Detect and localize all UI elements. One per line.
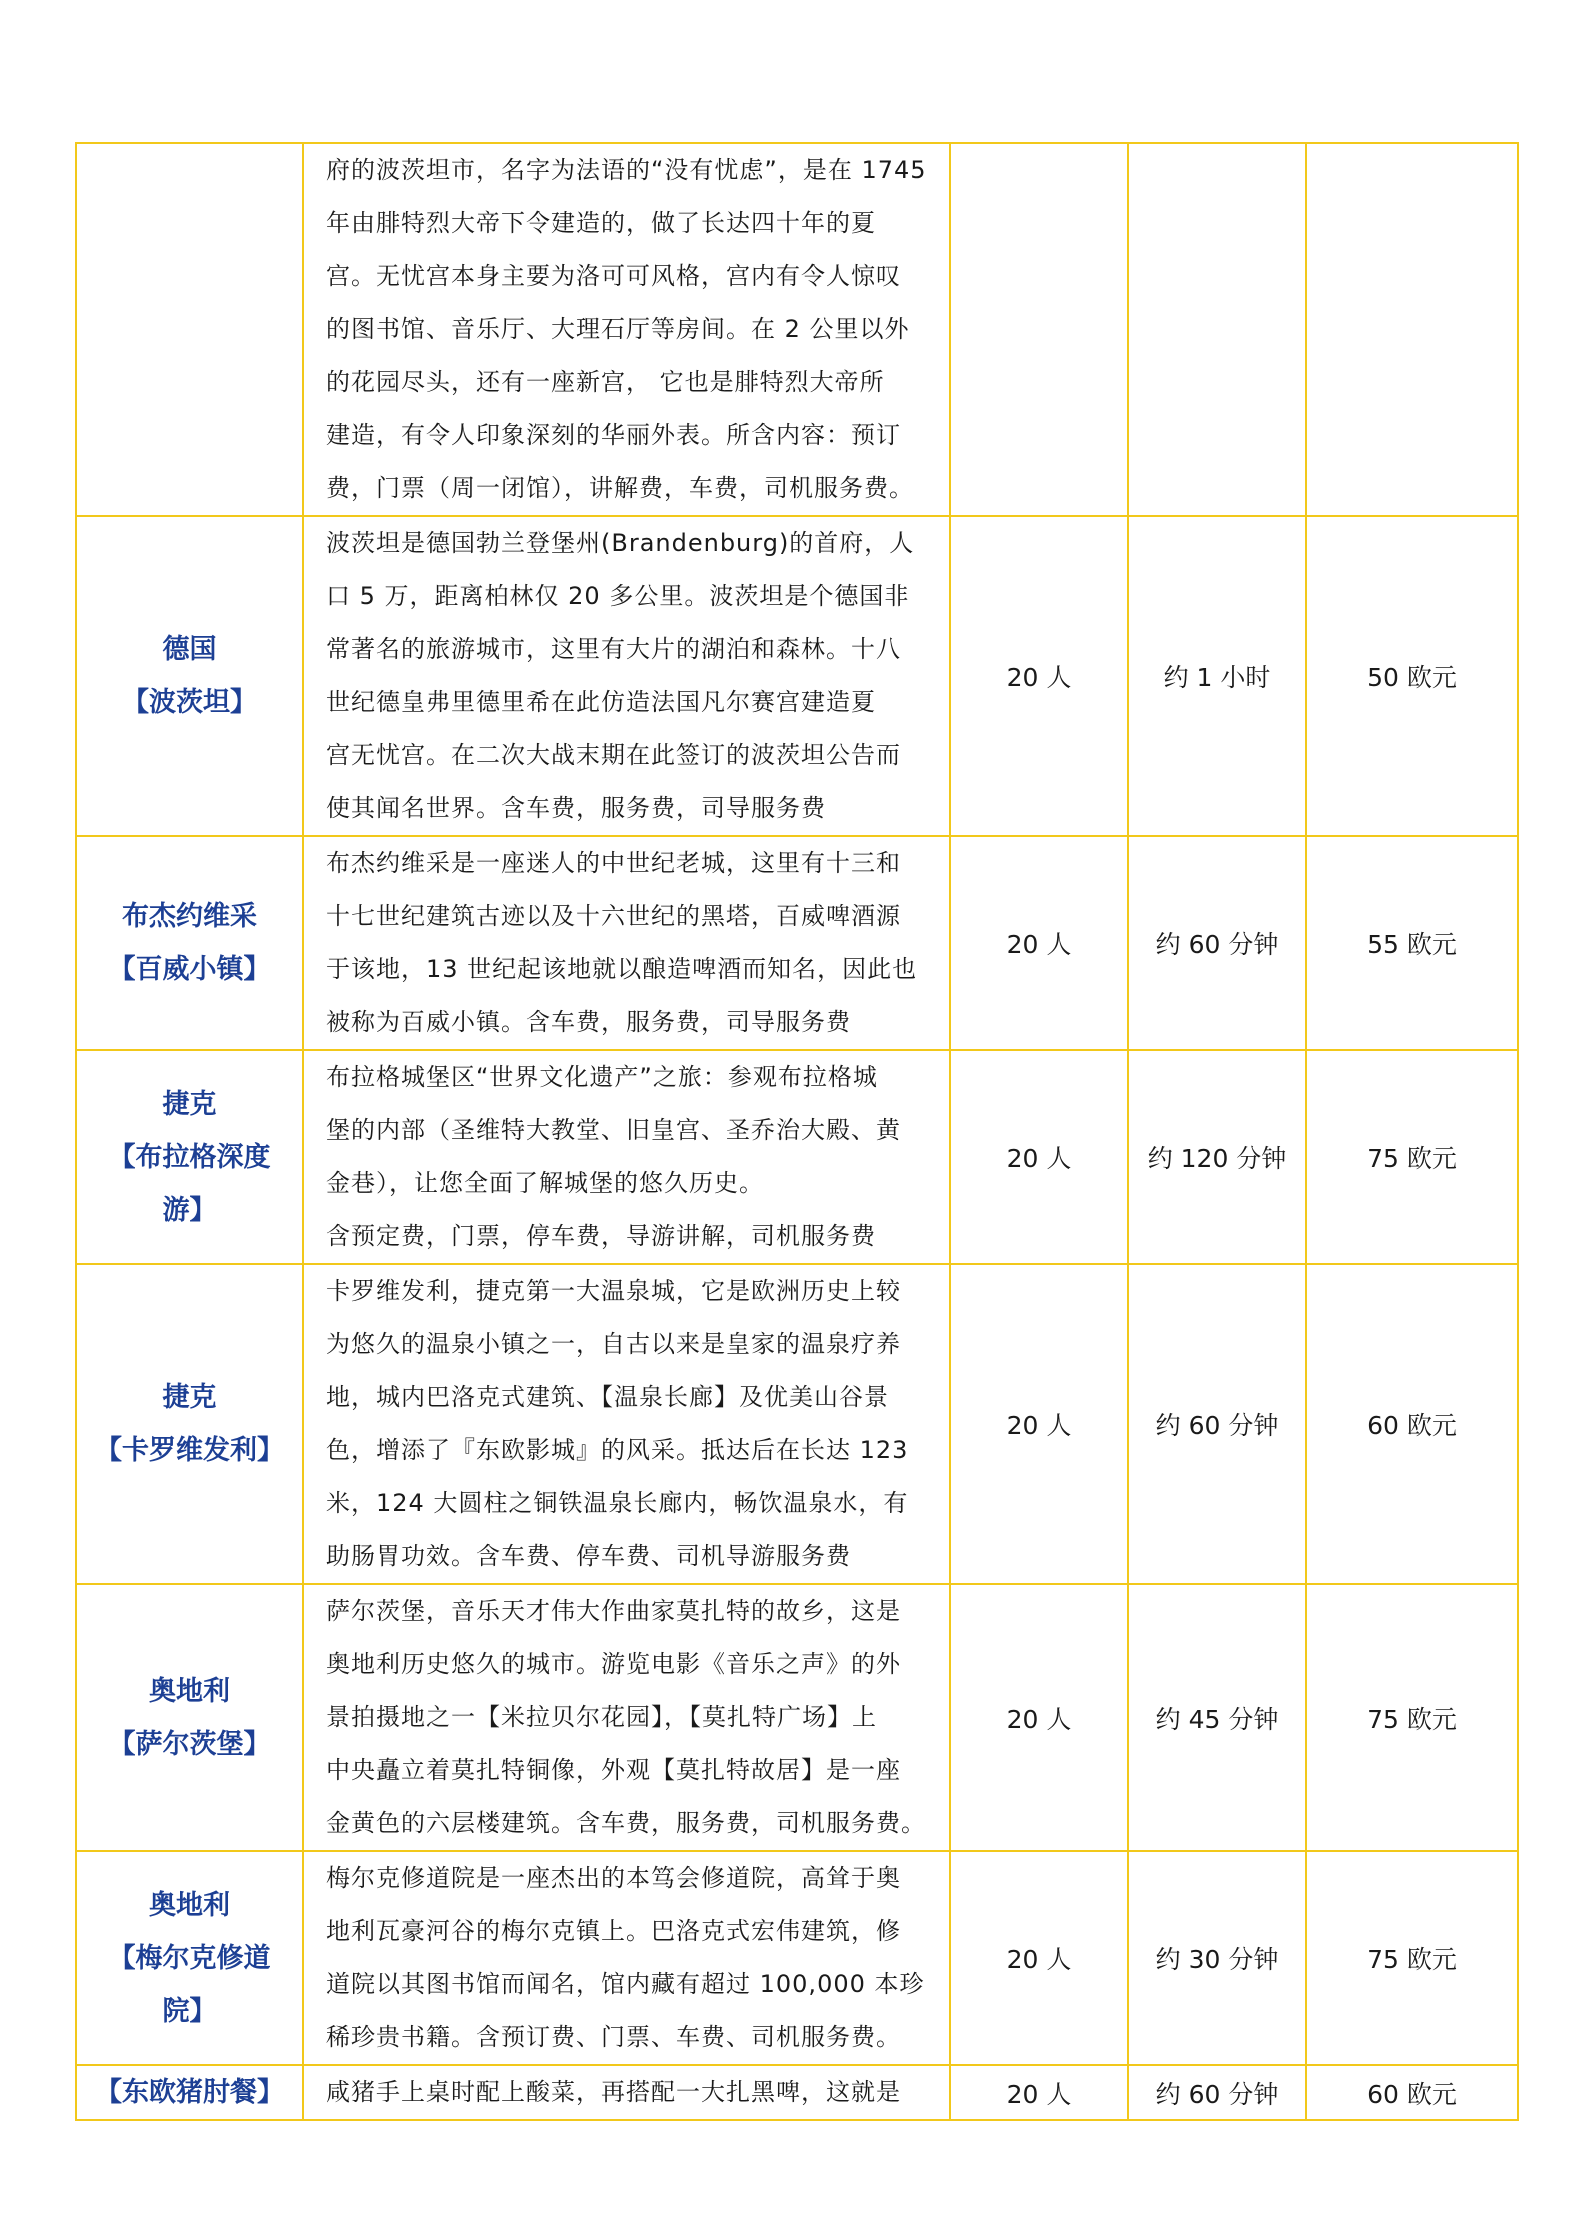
price-cell: 75 欧元 [1306,1050,1518,1264]
destination-name-line: 【梅尔克修道 [108,1942,271,1974]
price-cell: 60 欧元 [1306,2065,1518,2120]
description-line: 布杰约维采是一座迷人的中世纪老城，这里有十三和 [326,849,901,877]
destination-name-cell [76,1050,303,1264]
itinerary-table-body [76,143,1518,2120]
description-line: 米，124 大圆柱之铜铁温泉长廊内，畅饮温泉水，有 [326,1489,909,1517]
description-line: 费，门票（周一闭馆），讲解费，车费，司机服务费。 [326,474,914,502]
price-cell: 55 欧元 [1306,836,1518,1050]
price-cell: 60 欧元 [1306,1264,1518,1584]
table-row [76,143,1518,516]
description-line: 助肠胃功效。含车费、停车费、司机导游服务费 [326,1542,851,1570]
duration-cell: 约 60 分钟 [1128,836,1306,1050]
table-row [76,1264,1518,1584]
description-line: 的花园尽头，还有一座新宫， 它也是腓特烈大帝所 [326,368,885,396]
description-line: 布拉格城堡区“世界文化遗产”之旅：参观布拉格城 [326,1063,878,1091]
destination-name-line: 【卡罗维发利】 [95,1435,284,1466]
description-line: 世纪德皇弗里德里希在此仿造法国凡尔赛宫建造夏 [326,688,876,716]
duration-cell: 约 60 分钟 [1128,2065,1306,2120]
description-line: 奥地利历史悠久的城市。游览电影《音乐之声》的外 [326,1650,901,1678]
min-people-cell [950,143,1128,516]
destination-name-line: 【东欧猪肘餐】 [95,2077,284,2108]
duration-cell: 约 45 分钟 [1128,1584,1306,1851]
duration-cell: 约 60 分钟 [1128,1264,1306,1584]
price-cell: 50 欧元 [1306,516,1518,836]
min-people-cell: 20 人 [950,2065,1128,2120]
destination-name-line: 【波茨坦】 [122,687,257,718]
table-row [76,516,1518,836]
destination-name-line: 奥地利 [149,1675,230,1707]
price-cell [1306,143,1518,516]
description-cell [303,143,950,516]
description-line: 波茨坦是德国勃兰登堡州(Brandenburg)的首府，人 [326,529,915,557]
table-row [76,1851,1518,2065]
min-people-cell: 20 人 [950,1584,1128,1851]
destination-name-line: 【萨尔茨堡】 [108,1728,271,1760]
description-line: 色，增添了『东欧影城』的风采。抵达后在长达 123 [326,1436,909,1464]
description-line: 卡罗维发利，捷克第一大温泉城，它是欧洲历史上较 [326,1277,901,1305]
description-line: 金巷），让您全面了解城堡的悠久历史。 [326,1169,764,1197]
description-line: 中央矗立着莫扎特铜像，外观【莫扎特故居】是一座 [326,1756,901,1784]
description-line: 稀珍贵书籍。含预订费、门票、车费、司机服务费。 [326,2023,901,2051]
description-cell [303,836,950,1050]
description-line: 年由腓特烈大帝下令建造的，做了长达四十年的夏 [326,209,876,237]
table-row [76,1050,1518,1264]
duration-cell: 约 120 分钟 [1128,1050,1306,1264]
price-cell: 75 欧元 [1306,1851,1518,2065]
destination-name-line: 【百威小镇】 [108,954,271,985]
price-cell: 75 欧元 [1306,1584,1518,1851]
description-line: 口 5 万，距离柏林仅 20 多公里。波茨坦是个德国非 [326,582,910,610]
destination-name-cell [76,143,303,516]
description-cell [303,1851,950,2065]
description-line: 建造，有令人印象深刻的华丽外表。所含内容：预订 [326,421,901,449]
destination-name-line: 奥地利 [149,1889,230,1921]
destination-name-line: 德国 [162,634,217,665]
description-cell [303,516,950,836]
description-line: 使其闻名世界。含车费，服务费，司导服务费 [326,794,826,822]
min-people-cell: 20 人 [950,836,1128,1050]
description-line: 宫无忧宫。在二次大战末期在此签订的波茨坦公告而 [326,741,901,769]
description-cell [303,1584,950,1851]
duration-cell: 约 1 小时 [1128,516,1306,836]
description-line: 地，城内巴洛克式建筑、【温泉长廊】及优美山谷景 [326,1383,889,1411]
description-line: 景拍摄地之一【米拉贝尔花园】，【莫扎特广场】上 [326,1703,877,1731]
min-people-cell: 20 人 [950,1050,1128,1264]
min-people-cell: 20 人 [950,1851,1128,2065]
itinerary-table [75,142,1519,2121]
description-line: 含预定费，门票，停车费，导游讲解，司机服务费 [326,1222,876,1250]
destination-name-cell [76,1264,303,1584]
description-line: 金黄色的六层楼建筑。含车费，服务费，司机服务费。 [326,1809,926,1837]
destination-name-line: 【布拉格深度 [108,1141,271,1173]
destination-name-cell [76,2065,303,2120]
destination-name-cell [76,1584,303,1851]
description-cell [303,1264,950,1584]
duration-cell: 约 30 分钟 [1128,1851,1306,2065]
description-line: 为悠久的温泉小镇之一，自古以来是皇家的温泉疗养 [326,1330,901,1358]
destination-name-line: 捷克 [162,1382,217,1413]
description-line: 府的波茨坦市，名字为法语的“没有忧虑”，是在 1745 [326,156,927,184]
destination-name-line: 捷克 [162,1088,217,1120]
description-line: 于该地，13 世纪起该地就以酿造啤酒而知名，因此也 [326,955,918,983]
destination-name-line: 游】 [162,1194,217,1226]
min-people-cell: 20 人 [950,516,1128,836]
destination-name-line: 布杰约维采 [122,901,257,932]
description-line: 地利瓦豪河谷的梅尔克镇上。巴洛克式宏伟建筑，修 [326,1917,901,1945]
table-row [76,1584,1518,1851]
description-cell [303,1050,950,1264]
description-line: 十七世纪建筑古迹以及十六世纪的黑塔，百威啤酒源 [326,902,901,930]
description-cell [303,2065,950,2120]
description-line: 堡的内部（圣维特大教堂、旧皇宫、圣乔治大殿、黄 [326,1116,901,1144]
description-line: 的图书馆、音乐厅、大理石厅等房间。在 2 公里以外 [326,315,910,343]
description-line: 梅尔克修道院是一座杰出的本笃会修道院，高耸于奥 [326,1864,901,1892]
table-row [76,836,1518,1050]
description-line: 常著名的旅游城市，这里有大片的湖泊和森林。十八 [326,635,901,663]
table-row [76,2065,1518,2120]
description-line: 被称为百威小镇。含车费，服务费，司导服务费 [326,1008,851,1036]
destination-name-cell [76,1851,303,2065]
destination-name-cell [76,516,303,836]
destination-name-line: 院】 [162,1995,217,2027]
description-line: 咸猪手上桌时配上酸菜，再搭配一大扎黑啤，这就是 [326,2078,901,2106]
description-line: 宫。无忧宫本身主要为洛可可风格，宫内有令人惊叹 [326,262,901,290]
description-line: 道院以其图书馆而闻名，馆内藏有超过 100,000 本珍 [326,1970,925,1998]
min-people-cell: 20 人 [950,1264,1128,1584]
description-line: 萨尔茨堡，音乐天才伟大作曲家莫扎特的故乡，这是 [326,1597,901,1625]
duration-cell [1128,143,1306,516]
destination-name-cell [76,836,303,1050]
